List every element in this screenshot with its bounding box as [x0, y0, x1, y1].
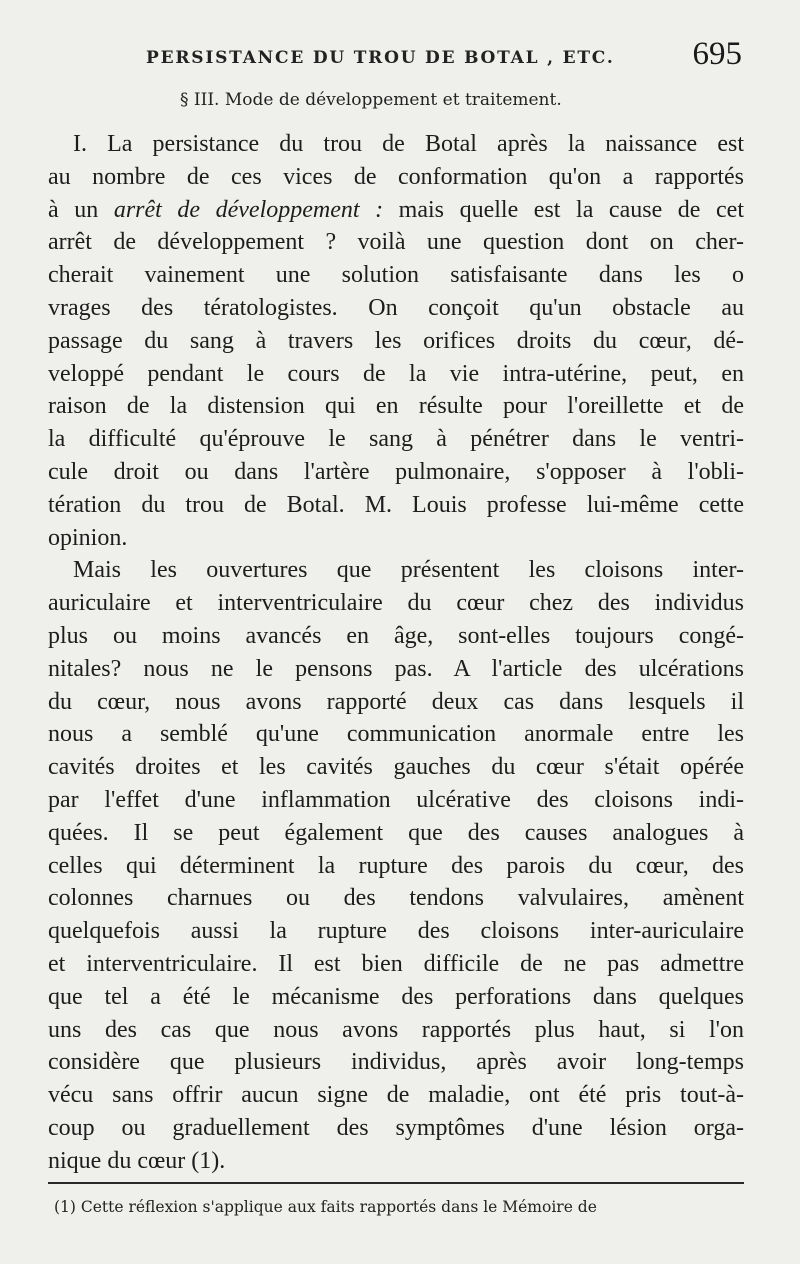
text-line: passage du sang à travers les orifices droits du cœur, dé- — [48, 327, 744, 354]
text-run: voilà une question dont on cher- — [336, 229, 745, 256]
text-line: considère que plusieurs individus, après avoir long-temps — [48, 1049, 744, 1076]
text-line: colonnes charnues ou des tendons valvulaires, amènent — [48, 885, 744, 912]
text-line: et interventriculaire. Il est bien difficile de ne pas admettre — [48, 950, 744, 977]
text-line: nous a semblé qu'une communication anormale entre les — [48, 721, 744, 748]
text-line: cavités droites et les cavités gauches du cœur s'était opérée — [48, 754, 744, 781]
text-line: par l'effet d'une inflammation ulcérative des cloisons indi- — [48, 786, 744, 813]
text-line: que tel a été le mécanisme des perforations dans quelques — [48, 983, 744, 1010]
text-line: la difficulté qu'éprouve le sang à pénétrer dans le ventri- — [48, 426, 744, 453]
text-run: arrêt de développement ? — [48, 229, 337, 256]
text-line: celles qui déterminent la rupture des parois du cœur, des — [48, 852, 744, 879]
text-run: à un — [48, 196, 114, 223]
running-head — [48, 36, 742, 76]
text-line: au nombre de ces vices de conformation qu'on a rapportés — [48, 163, 744, 190]
text-line: Mais les ouvertures que présentent les cloisons inter- — [73, 557, 744, 584]
running-title: PERSISTANCE DU TROU DE BOTAL , ETC. — [146, 48, 615, 68]
text-line: cule droit ou dans l'artère pulmonaire, s'opposer à l'obli- — [48, 458, 744, 485]
body-text — [48, 128, 744, 1178]
text-line: vécu sans offrir aucun signe de maladie, ont été pris tout-à- — [48, 1082, 744, 1109]
text-line: opinion. — [48, 524, 128, 551]
text-line: raison de la distension qui en résulte pour l'oreillette et de — [48, 393, 744, 420]
text-line — [48, 226, 744, 259]
paragraph-1 — [48, 128, 744, 554]
page-number: 695 — [692, 36, 742, 72]
text-line: coup ou graduellement des symptômes d'une lésion orga- — [48, 1114, 744, 1141]
text-line: plus ou moins avancés en âge, sont-elles toujours congé- — [48, 622, 744, 649]
text-line: uns des cas que nous avons rapportés plus haut, si l'on — [48, 1016, 744, 1043]
text-line: quées. Il se peut également que des causes analogues à — [48, 819, 744, 846]
text-line: nitales? nous ne le pensons pas. A l'article des ulcérations — [48, 655, 744, 682]
text-line: auriculaire et interventriculaire du cœur chez des individus — [48, 590, 744, 617]
text-run: mais quelle est la cause de cet — [383, 196, 744, 223]
footnote-divider — [48, 1182, 744, 1184]
italic-phrase: arrêt de développement : — [113, 196, 384, 223]
paragraph-2 — [48, 554, 744, 1177]
text-line: nique du cœur (1). — [48, 1147, 226, 1174]
footnote: (1) Cette réflexion s'applique aux faits rapportés dans le Mémoire de — [54, 1198, 597, 1216]
text-line: veloppé pendant le cours de la vie intra-utérine, peut, en — [48, 360, 744, 387]
text-line: vrages des tératologistes. On conçoit qu'un obstacle au — [48, 294, 744, 321]
text-line: du cœur, nous avons rapporté deux cas dans lesquels il — [48, 688, 744, 715]
text-line: quelquefois aussi la rupture des cloisons inter-auriculaire — [48, 918, 744, 945]
text-line: I. La persistance du trou de Botal après la naissance est — [73, 131, 744, 157]
section-heading: § III. Mode de développement et traitement. — [180, 90, 562, 110]
text-line: tération du trou de Botal. M. Louis professe lui-même cette — [48, 491, 744, 518]
text-line: cherait vainement une solution satisfaisante dans les o — [48, 262, 744, 289]
text-line — [48, 194, 744, 227]
